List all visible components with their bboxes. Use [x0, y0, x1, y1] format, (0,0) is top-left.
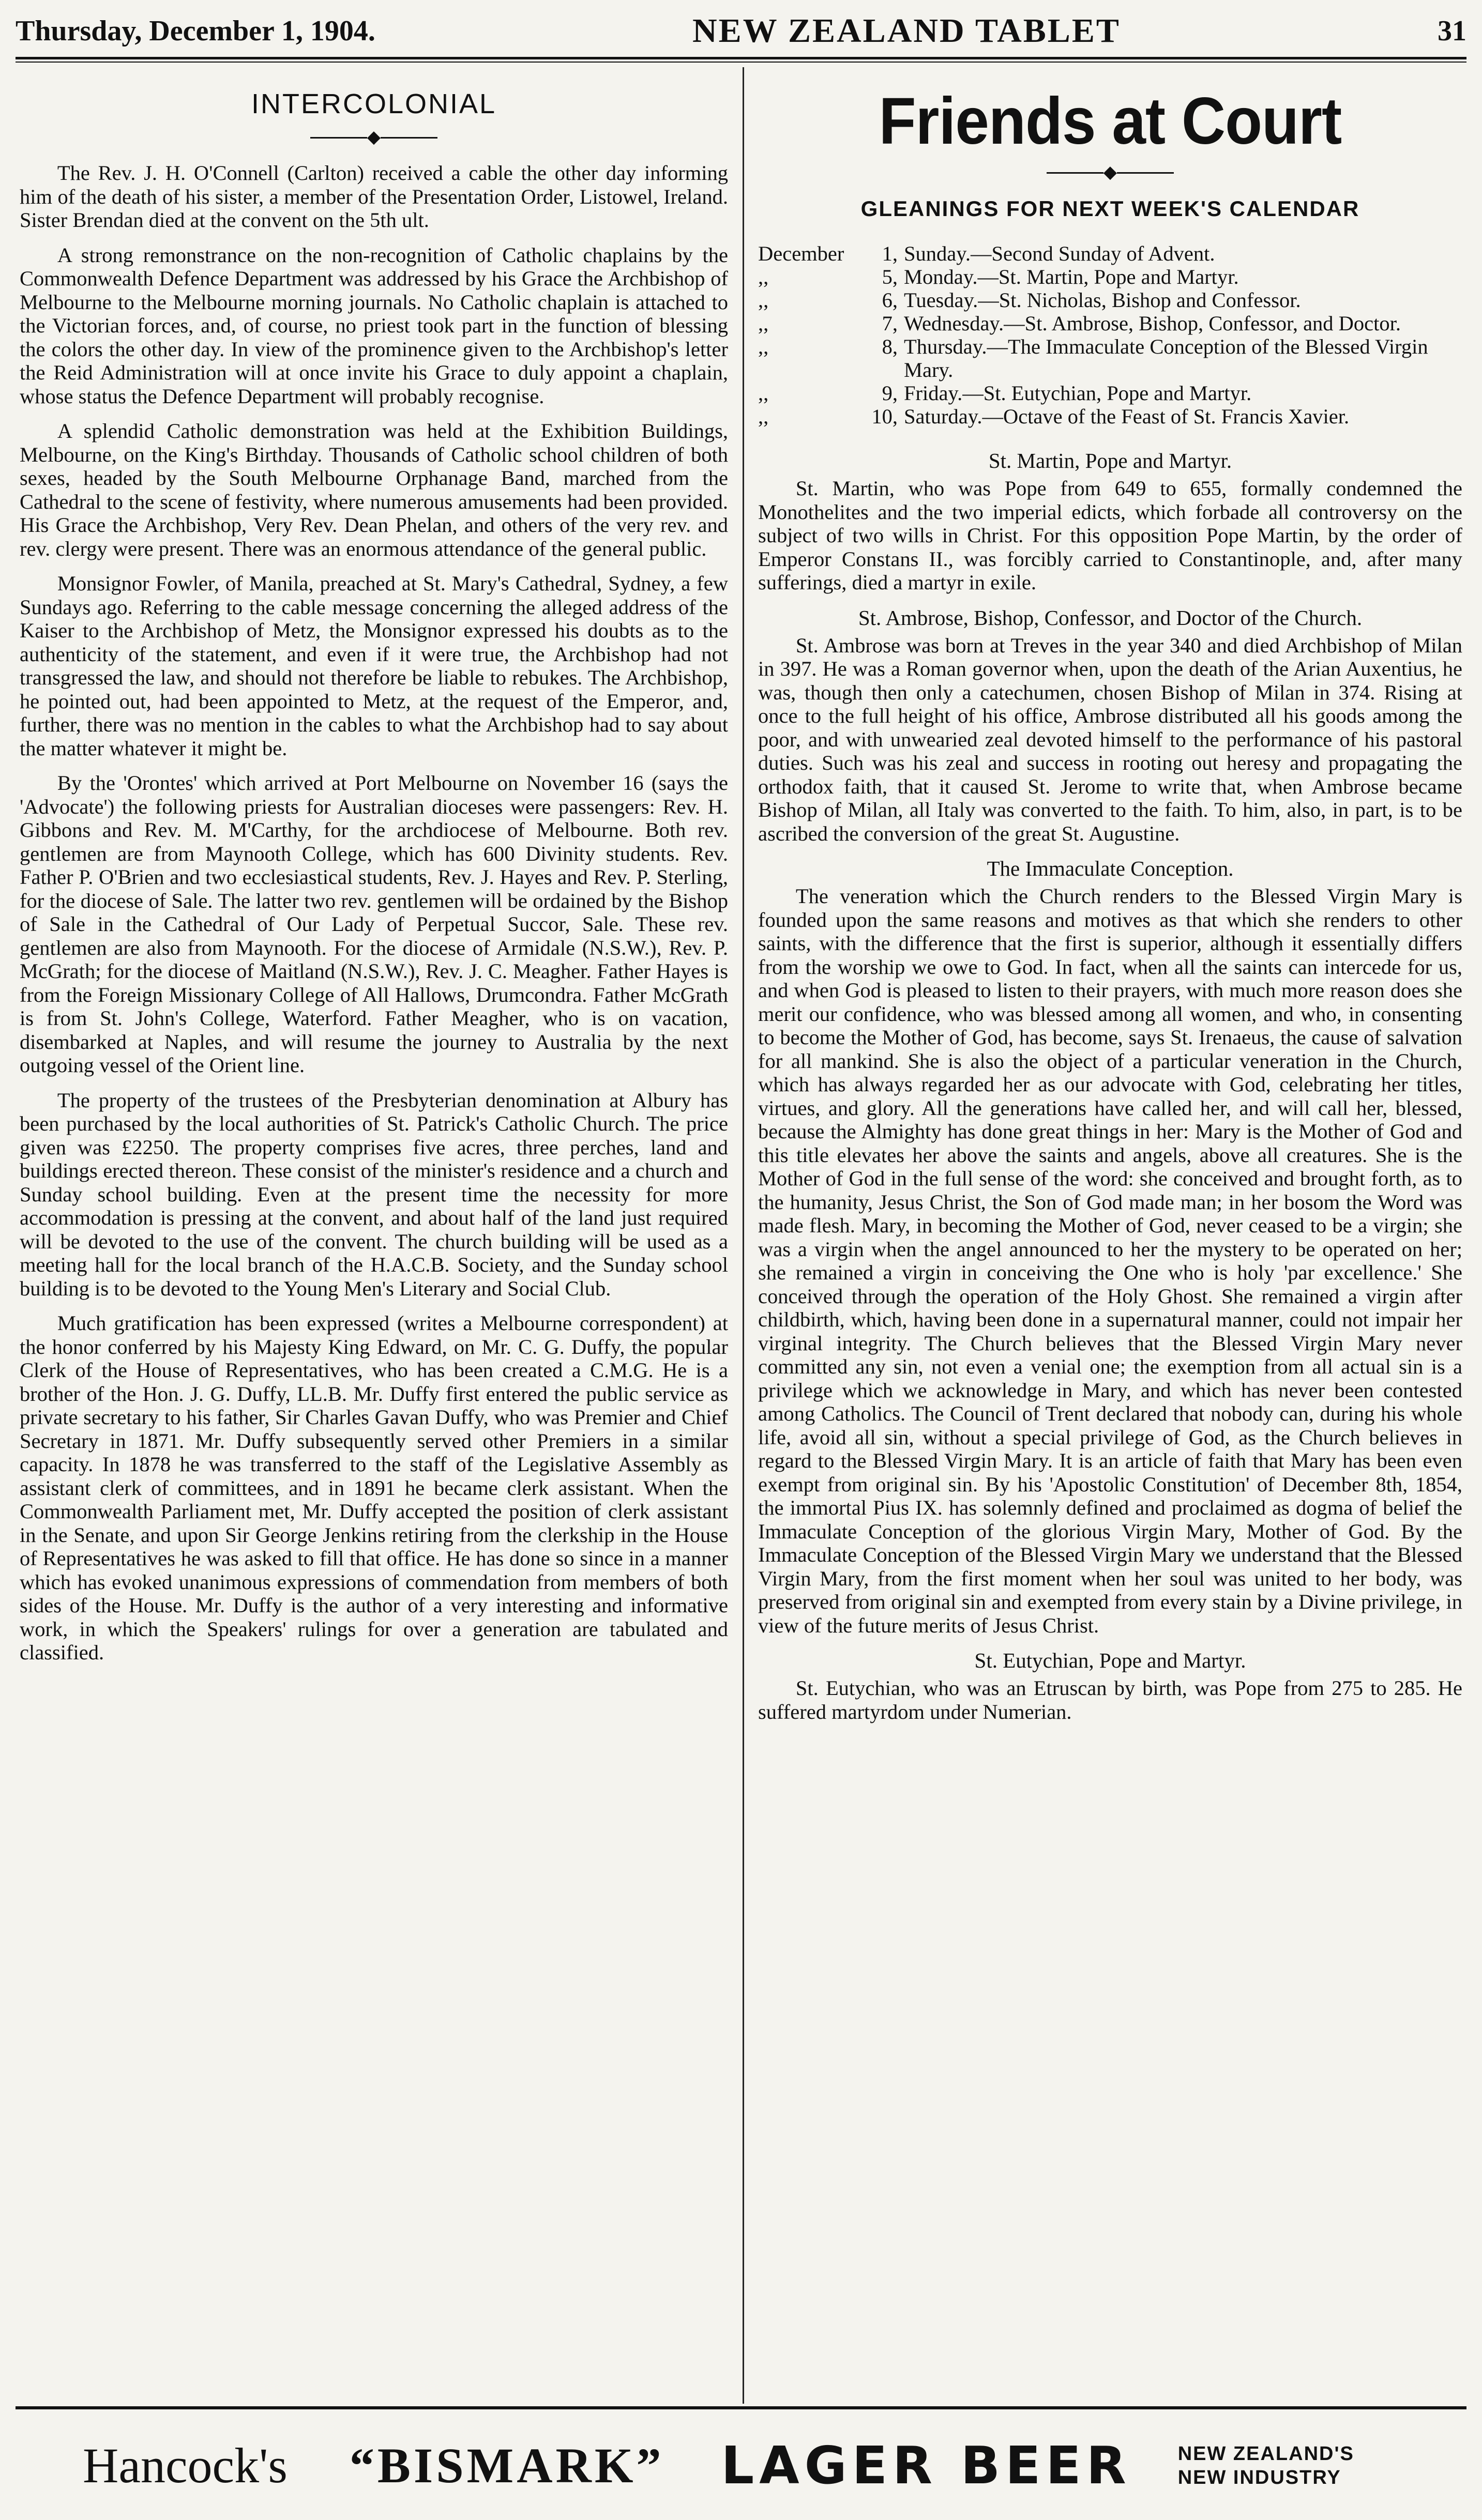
ad-note-line: NEW INDUSTRY: [1177, 2467, 1341, 2488]
advertisement-main: [83, 2437, 1131, 2494]
issue-date: Thursday, December 1, 1904.: [16, 15, 375, 47]
saint-heading: St. Eutychian, Pope and Martyr.: [974, 1648, 1246, 1672]
intercolonial-heading: INTERCOLONIAL: [251, 88, 497, 119]
calendar-row: [758, 288, 1462, 312]
ad-product: “BISMARK”: [349, 2438, 664, 2493]
saint-heading: St. Ambrose, Bishop, Confessor, and Doctor of the Church.: [858, 605, 1363, 630]
article-paragraph: The Rev. J. H. O'Connell (Carlton) received a cable the other day informing him of the death of his sister, a member of the Presentation Order, Listowel, Ireland. Sister Brendan died at the convent on the 5th ult.: [20, 161, 728, 232]
calendar-subtitle: GLEANINGS FOR NEXT WEEK'S CALENDAR: [860, 196, 1360, 221]
article-paragraph: By the 'Orontes' which arrived at Port Melbourne on November 16 (says the 'Advocate') the following priests for Australian dioceses were passengers: Rev. H. Gibbons and Rev. M. M'Carthy, for the archdiocese of Melbourne. Both rev. gentlemen are from Maynooth College, which has 600 Divinity students. Rev. Father P. O'Brien and two ecclesiastical students, Rev. J. Hayes and Rev. P. Sterling, for the diocese of Sale. The latter two rev. gentlemen will be ordained by the Bishop of Sale in the Cathedral of Our Lady of Perpetual Succor, Sale. These rev. gentlemen are also from Maynooth. For the diocese of Armidale (N.S.W.), Rev. P. McGrath; for the diocese of Maitland (N.S.W.), Rev. J. C. Meagher. Father Hayes is from the Foreign Missionary College of All Hallows, Drumcondra. Father McGrath is from St. John's College, Waterford. Father Meagher, who is on vacation, disembarked at Naples, and will resume the journey to Australia by the next outgoing vessel of the Orient line.: [20, 771, 728, 1077]
calendar-row: [758, 312, 1462, 335]
calendar-entry: Friday.—St. Eutychian, Pope and Martyr.: [904, 381, 1252, 405]
article-paragraph: A splendid Catholic demonstration was held at the Exhibition Buildings, Melbourne, on the King's Birthday. Thousands of Catholic school children of both sexes, headed by the South Melbourne Orphanage Band, marched from the Cathedral to the scene of festivity, where numerous amusements had been provided. His Grace the Archbishop, Very Rev. Dean Phelan, and others of the very rev. and rev. clergy were present. There was an enormous attendance of the general public.: [20, 419, 728, 560]
calendar-month: ,,: [758, 312, 769, 335]
calendar-month: ,,: [758, 405, 769, 428]
calendar-day: 8,: [882, 335, 898, 358]
friends-at-court-title: Friends at Court: [879, 84, 1342, 158]
ad-brand: Hancock's: [83, 2438, 288, 2493]
saint-paragraph: The veneration which the Church renders to the Blessed Virgin Mary is founded upon the same reasons and motives as that which she renders to other saints, with the difference that the first is superior, although it essentially differs from the worship we owe to God. In fact, when all the saints can intercede for us, and when God is pleased to listen to their prayers, with much more reason does she merit our confidence, who was blessed among all women, and who, in consenting to become the Mother of God, has become, says St. Irenaeus, the cause of salvation for all mankind. She is also the object of a particular veneration in the Church, which has always regarded her as our advocate with God, celebrating her titles, virtues, and glory. All the generations have called her, and will call her, blessed, because the Almighty has done great things in her: Mary is the Mother of God and this title elevates her above the saints and angels, above all creatures. She is the Mother of God in the full sense of the word: she conceived and brought forth, as to the humanity, Jesus Christ, the Son of God made man; in her bosom the Word was made flesh. Mary, in becoming the Mother of God, never ceased to be a virgin; she was a virgin when the angel announced to her the mystery to be operated on her; she remained a virgin in conceiving the One who is holy 'par excellence.' She conceived through the operation of the Holy Ghost. She remained a virgin after childbirth, which, having been done in a supernatural manner, could not impair her virginal integrity. The Church believes that the Blessed Virgin Mary never committed any sin, not even a venial one; the exemption from all actual sin is a privilege which we acknowledge in Mary, and which has never been contested among Catholics. The Council of Trent declared that nobody can, during his whole life, avoid all sin, without a special privilege of God, as the Church believes in regard to the Blessed Virgin Mary. It is an article of faith that Mary has been even exempt from original sin. By his 'Apostolic Constitution' of December 8th, 1854, the immortal Pius IX. has solemnly defined and proclaimed as dogma of belief the Immaculate Conception of the glorious Virgin Mary, Mother of God. By the Immaculate Conception of the Blessed Virgin Mary we understand that the Blessed Virgin Mary, from the first moment when her soul was united to her body, was preserved from original sin and exempted from every stain by a Divine privilege, in view of the future merits of Jesus Christ.: [758, 884, 1462, 1637]
ornament-divider: ◆: [758, 163, 1462, 181]
ornament-divider: ◆: [20, 128, 728, 146]
advertisement-banner: [16, 2419, 1466, 2512]
ad-type: LAGER BEER: [721, 2435, 1131, 2496]
page-number: 31: [1437, 15, 1466, 47]
calendar-entry: Saturday.—Octave of the Feast of St. Francis Xavier.: [904, 405, 1350, 428]
calendar-row: [758, 335, 1462, 381]
masthead: [16, 6, 1466, 56]
newspaper-title: NEW ZEALAND TABLET: [692, 12, 1121, 50]
calendar-month: ,,: [758, 381, 769, 405]
saint-heading: St. Martin, Pope and Martyr.: [988, 449, 1232, 472]
article-paragraph: Monsignor Fowler, of Manila, preached at St. Mary's Cathedral, Sydney, a few Sundays ago. Referring to the cable message concerning the alleged address of the Kaiser to the Archbishop of Metz, the Monsignor expressed his doubts as to the authenticity of the statement, and even if it were true, the Archbishop had not transgressed the law, and should not therefore be liable to rebukes. The Archbishop, he pointed out, had been appointed to Metz, at the request of the Emperor, and, further, there was no mention in the cables to what the Archbishop had to say about the matter whatever it might be.: [20, 572, 728, 760]
calendar-day: 9,: [882, 381, 898, 405]
calendar-entry: Sunday.—Second Sunday of Advent.: [904, 242, 1215, 265]
saint-paragraph: St. Eutychian, who was an Etruscan by birth, was Pope from 275 to 285. He suffered martyrdom under Numerian.: [758, 1676, 1462, 1723]
calendar-entry: Monday.—St. Martin, Pope and Martyr.: [904, 265, 1239, 288]
saint-paragraph: St. Martin, who was Pope from 649 to 655, formally condemned the Monothelites and the two imperial edicts, which forbade all controversy on the subject of two wills in Christ. For this opposition Pope Martin, by the order of Emperor Constans II., was forcibly carried to Constantinople, and, after many sufferings, died a martyr in exile.: [758, 477, 1462, 594]
friends-at-court-column: [758, 72, 1462, 2399]
column-divider: [743, 67, 744, 2404]
calendar-day: 5,: [882, 265, 898, 288]
calendar-row: [758, 265, 1462, 288]
calendar-day: 6,: [882, 288, 898, 312]
intercolonial-column: [20, 72, 728, 2399]
ad-note-line: NEW ZEALAND'S: [1177, 2443, 1354, 2465]
article-paragraph: A strong remonstrance on the non-recognition of Catholic chaplains by the Commonwealth Defence Department was addressed by his Grace the Archbishop of Melbourne to the Melbourne morning journals. No Catholic chaplain is attached to the Victorian forces, and, of course, no priest took part in the function of blessing the colors the other day. In view of the prominence given to the Archbishop's letter the Reid Administration will at once invite his Grace to duly appoint a chaplain, whose status the Defence Department will probably recognise.: [20, 243, 728, 408]
calendar-month: December: [758, 242, 844, 265]
calendar-month: ,,: [758, 288, 769, 312]
footer-rule: [16, 2406, 1466, 2409]
calendar-month: ,,: [758, 335, 769, 358]
calendar-entry: Wednesday.—St. Ambrose, Bishop, Confessor, and Doctor.: [904, 312, 1401, 335]
saint-paragraph: St. Ambrose was born at Treves in the year 340 and died Archbishop of Milan in 397. He was a Roman governor when, upon the death of the Arian Auxentius, he was, though then only a catechumen, chosen Bishop of Milan in 374. Rising at once to the full height of his office, Ambrose distributed all his goods among the poor, and with unwearied zeal devoted himself to the performance of his pastoral duties. Such was his zeal and success in rooting out heresy and propagating the orthodox faith, that it caused St. Jerome to write that, when Ambrose became Bishop of Milan, all Italy was converted to the faith. To him, also, in part, is to be ascribed the conversion of the great St. Augustine.: [758, 633, 1462, 845]
article-paragraph: The property of the trustees of the Presbyterian denomination at Albury has been purchased by the local authorities of St. Patrick's Catholic Church. The price given was £2250. The property comprises five acres, three perches, land and buildings erected thereon. These consist of the minister's residence and a church and Sunday school building. Even at the present time the necessity for more accommodation is pressing at the convent, and about half of the land just required will be devoted to the use of the convent. The church building will be used as a meeting hall for the local branch of the H.A.C.B. Society, and the Sunday school building is to be devoted to the Young Men's Literary and Social Club.: [20, 1088, 728, 1300]
calendar-entry: Tuesday.—St. Nicholas, Bishop and Confessor.: [904, 288, 1301, 312]
calendar-row: [758, 405, 1462, 428]
calendar-row: [758, 242, 1462, 265]
calendar-entry: Thursday.—The Immaculate Conception of the Blessed Virgin Mary.: [904, 335, 1428, 381]
calendar-day: 7,: [882, 312, 898, 335]
saint-heading: The Immaculate Conception.: [987, 857, 1234, 880]
ad-note: [1178, 2442, 1354, 2490]
calendar-month: ,,: [758, 265, 769, 288]
calendar-list: [758, 242, 1462, 428]
calendar-day: 10,: [871, 405, 898, 428]
calendar-day: 1,: [882, 242, 898, 265]
masthead-rule: [16, 57, 1466, 63]
calendar-row: [758, 381, 1462, 405]
article-paragraph: Much gratification has been expressed (writes a Melbourne correspondent) at the honor conferred by his Majesty King Edward, on Mr. C. G. Duffy, the popular Clerk of the House of Representatives, who has been created a C.M.G. He is a brother of the Hon. J. G. Duffy, LL.B. Mr. Duffy first entered the public service as private secretary to his father, Sir Charles Gavan Duffy, who was Premier and Chief Secretary in 1871. Mr. Duffy subsequently served other Premiers in a similar capacity. In 1878 he was transferred to the staff of the Legislative Assembly as assistant clerk of committees, and in 1891 he became clerk assistant. When the Commonwealth Parliament met, Mr. Duffy accepted the position of clerk assistant in the Senate, and upon Sir George Jenkins retiring from the clerkship in the House of Representatives he was asked to fill that office. He has done so since in a manner which has evoked unanimous expressions of commendation from members of both sides of the House. Mr. Duffy is the author of a very interesting and informative work, in which the Speakers' rulings for over a generation are tabulated and classified.: [20, 1311, 728, 1664]
